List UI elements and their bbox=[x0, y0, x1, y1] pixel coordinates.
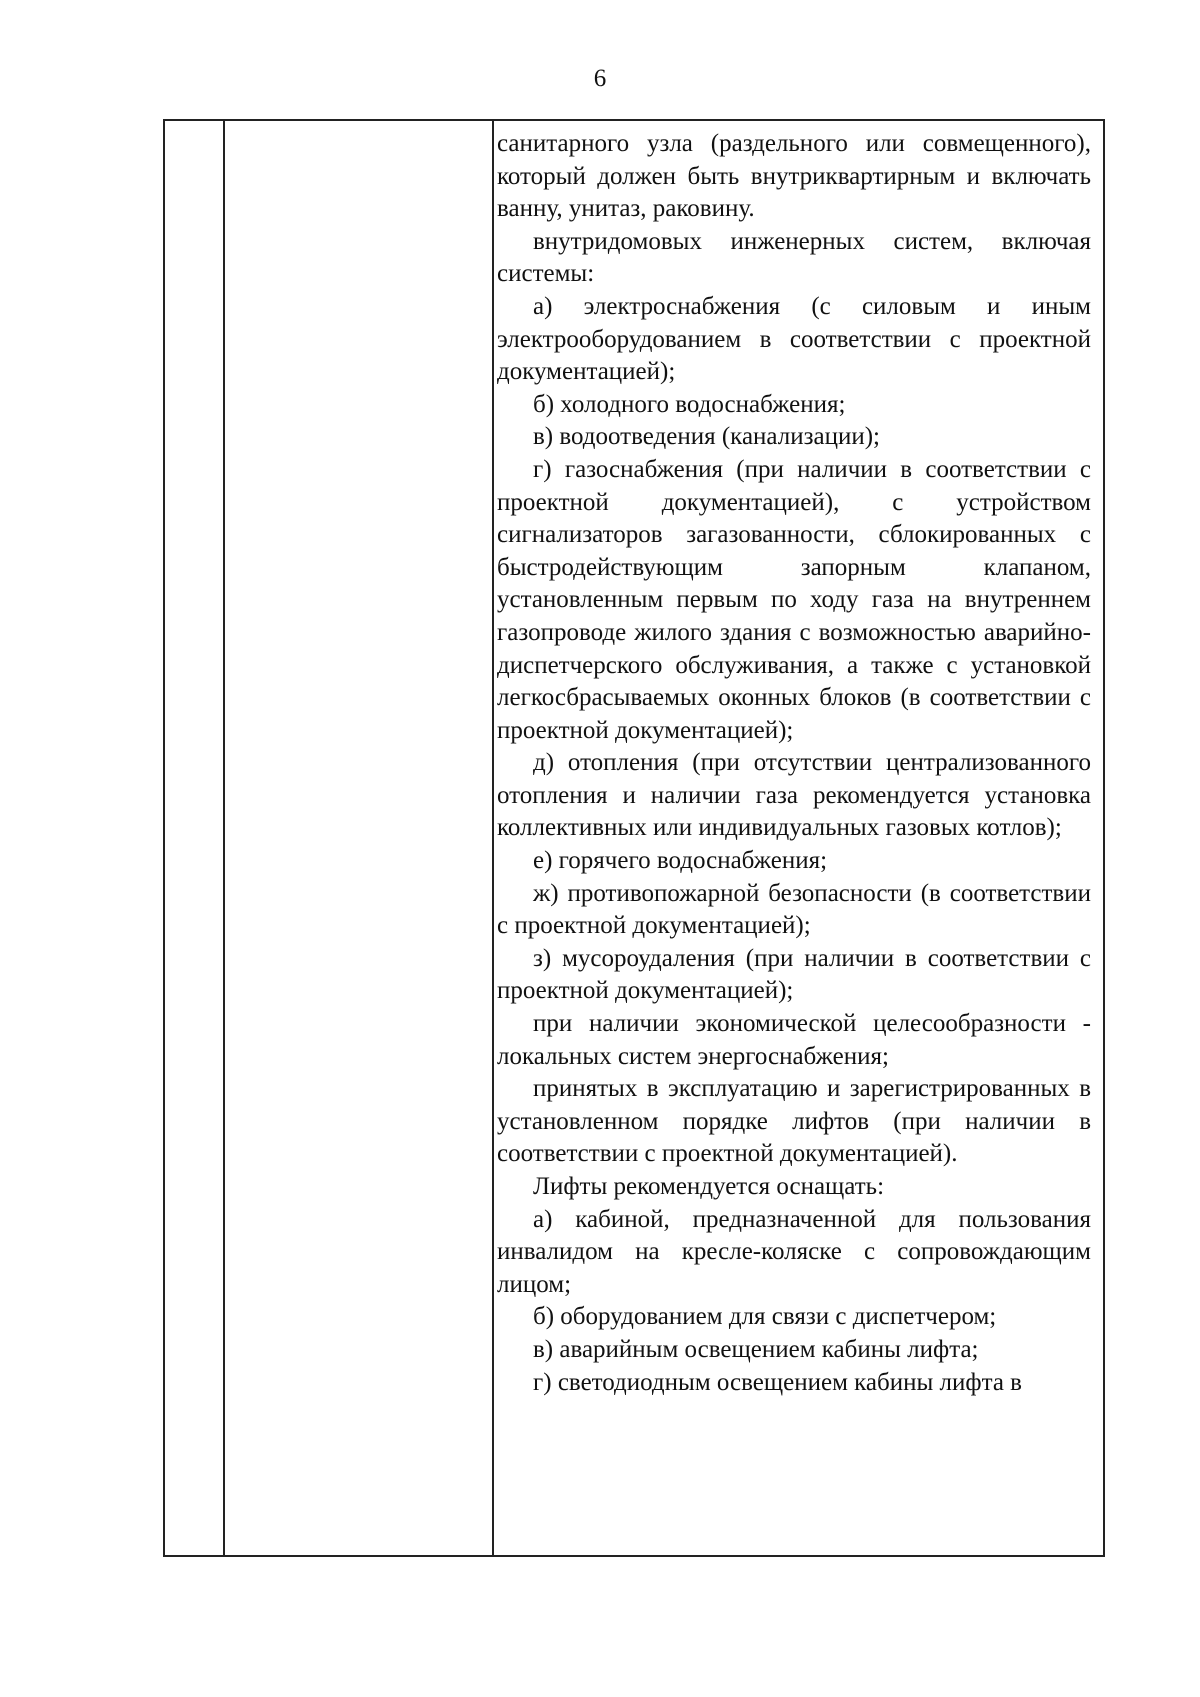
paragraph: Лифты рекомендуется оснащать: bbox=[533, 1173, 885, 1200]
paragraph: принятых в эксплуатацию и зарегистрированных в установленном порядке лифтов (при наличии в соответствии с проектной документацией). bbox=[497, 1075, 1091, 1168]
paragraph: а) кабиной, предназначенной для пользования инвалидом на кресле-коляске с сопровождающим лицом; bbox=[497, 1205, 1091, 1298]
paragraph: в) аварийным освещением кабины лифта; bbox=[533, 1335, 979, 1363]
table-text-cell bbox=[497, 128, 1091, 1556]
paragraph: д) отопления (при отсутствии централизованного отопления и наличии газа рекомендуется установка коллективных или индивидуальных газовых котлов); bbox=[497, 749, 1091, 842]
document-table bbox=[163, 119, 1105, 1557]
page-number: 6 bbox=[593, 65, 607, 92]
paragraph: внутридомовых инженерных систем, включая системы: bbox=[497, 227, 1091, 288]
paragraph: б) холодного водоснабжения; bbox=[533, 390, 846, 418]
paragraph: а) электроснабжения (с силовым и иным электрооборудованием в соответствии с проектной документацией); bbox=[497, 292, 1091, 386]
paragraph: е) горячего водоснабжения; bbox=[533, 847, 828, 875]
paragraph: в) водоотведения (канализации); bbox=[533, 423, 880, 451]
paragraph: з) мусороудаления (при наличии в соответствии с проектной документацией); bbox=[497, 944, 1091, 1005]
paragraph: б) оборудованием для связи с диспетчером; bbox=[533, 1303, 997, 1331]
paragraph: г) газоснабжения (при наличии в соответствии с проектной документацией), с устройством сигнализаторов загазованности, сблокированных с быстродействующим запорным клапаном, установленным первым по ходу газа на внутреннем газопроводе жилого здания с возможностью аварийно-диспетчерского обслуживания, а также с установкой легкосбрасываемых оконных блоков (в соответствии с проектной документацией); bbox=[497, 455, 1091, 744]
table-column-divider bbox=[223, 121, 225, 1555]
paragraph: санитарного узла (раздельного или совмещенного), который должен быть внутриквартирным и включать ванну, унитаз, раковину. bbox=[497, 130, 1091, 223]
table-column-divider bbox=[492, 121, 494, 1555]
paragraph: ж) противопожарной безопасности (в соответствии с проектной документацией); bbox=[497, 879, 1091, 940]
paragraph: при наличии экономической целесообразности - локальных систем энергоснабжения; bbox=[497, 1010, 1091, 1070]
paragraph: г) светодиодным освещением кабины лифта в bbox=[533, 1368, 1022, 1396]
